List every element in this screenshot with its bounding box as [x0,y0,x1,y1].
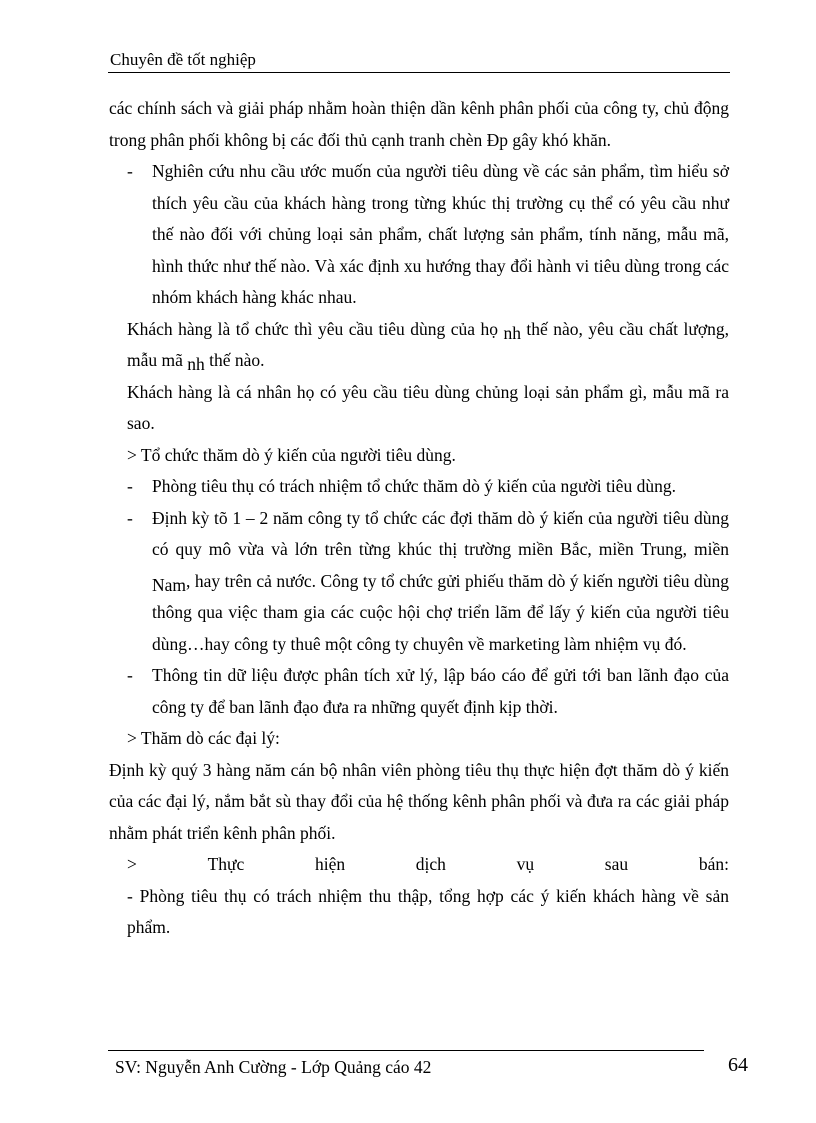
paragraph-2-part-a: Khách hàng là tổ chức thì yêu cầu tiêu dùng của họ [127,318,504,339]
bullet-text-1: Nghiên cứu nhu cầu ước muốn của người tiêu dùng về các sản phẩm, tìm hiểu sở thích yêu cầu của khách hàng trong từng khúc thị trường cụ thể có yêu cầu như thế nào đối với chủng loại sản phẩm, chất lượng sản phẩm, tính năng, mẫu mã, hình thức như thế nào. Và xác định xu hướng thay đổi hành vi tiêu dùng trong các nhóm khách hàng khác nhau. [152,161,729,307]
bullet-item-3 [109,503,729,661]
heading-word: dịch [415,854,446,874]
bullet-dash: - [127,665,133,685]
paragraph-2-part-c: thế nào. [204,350,265,370]
bullet-dash: - [127,161,133,181]
bullet-text-3 [152,503,729,661]
paragraph-6: Định kỳ quý 3 hàng năm cán bộ nhân viên phòng tiêu thụ thực hiện đợt thăm dò ý kiến của các đại lý, nắm bắt sù thay đổi của hệ thống kênh phân phối và đưa ra các giải pháp nhằm phát triển kênh phân phối. [109,759,729,843]
paragraph-2-part-b: thế nào, yêu cầu chất lượng, mẫu mã [127,318,729,370]
bullet-text-2: Phòng tiêu thụ có trách nhiệm tổ chức thăm dò ý kiến của người tiêu dùng. [152,476,676,496]
bullet-dash: - [127,476,133,496]
footer-student-info: SV: Nguyễn Anh Cường - Lớp Quảng cáo 42 [115,1057,432,1077]
header-rule [108,72,730,73]
header-title: Chuyên đề tốt nghiệp [110,50,256,69]
document-body [109,93,729,944]
paragraph-2-sub-1: nh [503,322,521,343]
heading-word: vụ [516,854,535,874]
paragraph-2 [109,314,729,377]
bullet-item-4 [109,660,729,723]
paragraph-3: Khách hàng là cá nhân họ có yêu cầu tiêu dùng chủng loại sản phẩm gì, mẫu mã ra sao. [127,381,729,433]
bullet-text-3-part-a: Định kỳ tõ 1 – 2 năm công ty tổ chức các đợi thăm dò ý kiến của người tiêu dùng có quy mô vừa và lớn trên từng khúc thị trường miền Bắc, miền Trung, miền [152,507,729,559]
footer-rule [108,1050,704,1051]
paragraph-2-sub-2: nh [187,354,205,374]
page-number: 64 [728,1054,748,1076]
section-heading-agent-survey: > Thăm dò các đại lý: [127,728,280,748]
heading-word: sau [604,854,629,874]
bullet-item-1 [109,156,729,314]
section-heading-consumer-survey: > Tổ chức thăm dò ý kiến của người tiêu dùng. [127,444,456,465]
bullet-text-4: Thông tin dữ liệu được phân tích xử lý, lập báo cáo để gửi tới ban lãnh đạo của công ty để ban lãnh đạo đưa ra những quyết định kịp thời. [152,665,729,717]
heading-word: Thực [207,854,245,874]
paragraph-8: - Phòng tiêu thụ có trách nhiệm thu thập, tổng hợp các ý kiến khách hàng về sản phẩm. [127,885,729,937]
paragraph-1: các chính sách và giải pháp nhằm hoàn thiện dần kênh phân phối của công ty, chủ động trong phân phối không bị các đối thủ cạnh tranh chèn Đp gây khó khăn. [109,98,729,150]
heading-word: hiện [314,854,346,874]
heading-word: bán: [698,854,729,874]
heading-word: > [127,854,137,874]
section-heading-after-sales [109,849,729,881]
page-header [110,50,728,70]
bullet-item-2 [109,471,729,503]
page-footer [115,1057,431,1077]
bullet-text-3-part-b: , hay trên cả nước. Công ty tổ chức gửi phiếu thăm dò ý kiến người tiêu dùng thông qua việc tham gia các cuộc hội chợ triển lãm để lấy ý kiến của người tiêu dùng…hay công ty thuê một công ty chuyên về marketing làm nhiệm vụ đó. [152,570,729,654]
bullet-text-3-sub: Nam [152,574,187,595]
bullet-dash: - [127,507,133,528]
